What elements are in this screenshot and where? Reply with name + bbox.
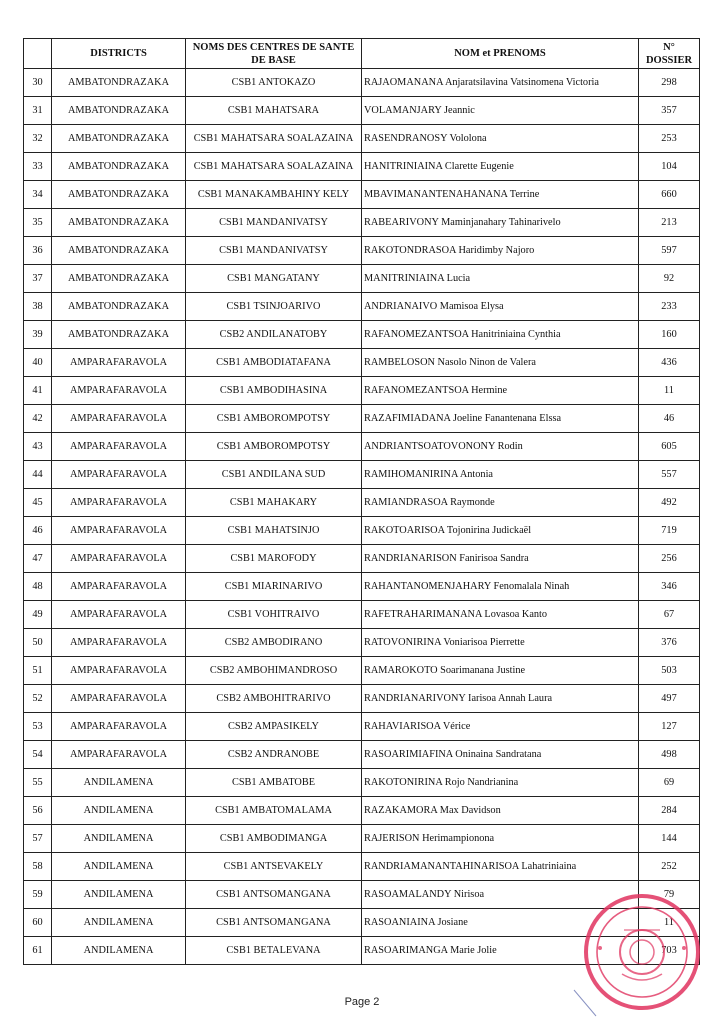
table-row	[24, 797, 700, 825]
district-cell: ANDILAMENA	[52, 825, 186, 853]
table-row	[24, 601, 700, 629]
row-number: 61	[24, 937, 52, 965]
row-number: 56	[24, 797, 52, 825]
row-number: 43	[24, 433, 52, 461]
dossier-number-cell: 436	[639, 349, 700, 377]
district-cell: ANDILAMENA	[52, 769, 186, 797]
full-name-cell: RAJERISON Herimampionona	[362, 825, 639, 853]
health-center-cell: CSB1 MAHATSARA SOALAZAINA	[186, 125, 362, 153]
district-cell: AMBATONDRAZAKA	[52, 293, 186, 321]
district-cell: ANDILAMENA	[52, 909, 186, 937]
table-row	[24, 97, 700, 125]
health-center-cell: CSB1 MANDANIVATSY	[186, 209, 362, 237]
district-cell: AMPARAFARAVOLA	[52, 629, 186, 657]
table-row	[24, 825, 700, 853]
full-name-cell: MANITRINIAINA Lucia	[362, 265, 639, 293]
table-row	[24, 881, 700, 909]
table-row	[24, 937, 700, 965]
health-center-cell: CSB1 MAHAKARY	[186, 489, 362, 517]
district-cell: AMBATONDRAZAKA	[52, 237, 186, 265]
district-cell: AMPARAFARAVOLA	[52, 573, 186, 601]
page-number: Page 2	[344, 996, 380, 1008]
health-center-cell: CSB1 ANTOKAZO	[186, 69, 362, 97]
full-name-cell: RAZAKAMORA Max Davidson	[362, 797, 639, 825]
row-number: 30	[24, 69, 52, 97]
table-row	[24, 713, 700, 741]
dossier-number-cell: 69	[639, 769, 700, 797]
health-center-cell: CSB1 AMBODIATAFANA	[186, 349, 362, 377]
district-cell: AMPARAFARAVOLA	[52, 405, 186, 433]
health-center-cell: CSB1 MANGATANY	[186, 265, 362, 293]
table-row	[24, 181, 700, 209]
dossier-number-cell: 346	[639, 573, 700, 601]
health-center-cell: CSB2 ANDILANATOBY	[186, 321, 362, 349]
table-row	[24, 657, 700, 685]
full-name-cell: ANDRIANTSOATOVONONY Rodin	[362, 433, 639, 461]
full-name-cell: RASOARIMANGA Marie Jolie	[362, 937, 639, 965]
table-row	[24, 69, 700, 97]
row-number: 40	[24, 349, 52, 377]
dossier-number-cell: 597	[639, 237, 700, 265]
dossier-number-cell: 497	[639, 685, 700, 713]
health-center-cell: CSB1 MAHATSARA	[186, 97, 362, 125]
full-name-cell: RASOARIMIAFINA Oninaina Sandratana	[362, 741, 639, 769]
table-row	[24, 293, 700, 321]
full-name-cell: RAHAVIARISOA Vérice	[362, 713, 639, 741]
dossier-number-cell: 67	[639, 601, 700, 629]
table-row	[24, 769, 700, 797]
header-full-name: NOM et PRENOMS	[362, 39, 639, 69]
health-center-cell: CSB1 ANTSOMANGANA	[186, 909, 362, 937]
row-number: 47	[24, 545, 52, 573]
full-name-cell: RASENDRANOSY Vololona	[362, 125, 639, 153]
row-number: 37	[24, 265, 52, 293]
health-center-cell: CSB1 MAHATSINJO	[186, 517, 362, 545]
row-number: 49	[24, 601, 52, 629]
table-row	[24, 545, 700, 573]
dossier-number-cell: 213	[639, 209, 700, 237]
row-number: 36	[24, 237, 52, 265]
health-center-cell: CSB1 AMBODIMANGA	[186, 825, 362, 853]
district-cell: AMPARAFARAVOLA	[52, 377, 186, 405]
health-center-cell: CSB2 AMBODIRANO	[186, 629, 362, 657]
dossier-number-cell: 660	[639, 181, 700, 209]
health-center-cell: CSB1 TSINJOARIVO	[186, 293, 362, 321]
dossier-number-cell: 144	[639, 825, 700, 853]
row-number: 53	[24, 713, 52, 741]
row-number: 54	[24, 741, 52, 769]
health-center-cell: CSB1 MANAKAMBAHINY KELY	[186, 181, 362, 209]
full-name-cell: RAZAFIMIADANA Joeline Fanantenana Elssa	[362, 405, 639, 433]
full-name-cell: RANDRIAMANANTAHINARISOA Lahatriniaina	[362, 853, 639, 881]
district-cell: AMPARAFARAVOLA	[52, 657, 186, 685]
table-row	[24, 125, 700, 153]
row-number: 58	[24, 853, 52, 881]
district-cell: AMBATONDRAZAKA	[52, 125, 186, 153]
dossier-number-cell: 11	[639, 909, 700, 937]
table-row	[24, 629, 700, 657]
row-number: 46	[24, 517, 52, 545]
table-header-row	[24, 39, 700, 69]
dossier-number-cell: 719	[639, 517, 700, 545]
header-dossier-number: N° DOSSIER	[639, 39, 700, 69]
dossier-number-cell: 11	[639, 377, 700, 405]
dossier-number-cell: 357	[639, 97, 700, 125]
row-number: 41	[24, 377, 52, 405]
dossier-number-cell: 253	[639, 125, 700, 153]
health-center-cell: CSB1 MIARINARIVO	[186, 573, 362, 601]
health-center-cell: CSB1 AMBOROMPOTSY	[186, 433, 362, 461]
district-cell: AMBATONDRAZAKA	[52, 321, 186, 349]
health-center-cell: CSB1 VOHITRAIVO	[186, 601, 362, 629]
row-number: 52	[24, 685, 52, 713]
full-name-cell: RATOVONIRINA Voniarisoa Pierrette	[362, 629, 639, 657]
row-number: 45	[24, 489, 52, 517]
full-name-cell: RAKOTONIRINA Rojo Nandrianina	[362, 769, 639, 797]
health-center-cell: CSB2 AMBOHITRARIVO	[186, 685, 362, 713]
full-name-cell: RAJAOMANANA Anjaratsilavina Vatsinomena Victoria	[362, 69, 639, 97]
table-row	[24, 685, 700, 713]
dossier-number-cell: 256	[639, 545, 700, 573]
district-cell: ANDILAMENA	[52, 797, 186, 825]
table-row	[24, 209, 700, 237]
dossier-number-cell: 127	[639, 713, 700, 741]
district-cell: AMPARAFARAVOLA	[52, 349, 186, 377]
full-name-cell: RAMBELOSON Nasolo Ninon de Valera	[362, 349, 639, 377]
health-center-cell: CSB1 ANDILANA SUD	[186, 461, 362, 489]
row-number: 44	[24, 461, 52, 489]
table-row	[24, 573, 700, 601]
full-name-cell: RABEARIVONY Maminjanahary Tahinarivelo	[362, 209, 639, 237]
district-cell: AMPARAFARAVOLA	[52, 461, 186, 489]
full-name-cell: RANDRIANARISON Fanirisoa Sandra	[362, 545, 639, 573]
row-number: 39	[24, 321, 52, 349]
dossier-number-cell: 492	[639, 489, 700, 517]
health-center-cell: CSB1 BETALEVANA	[186, 937, 362, 965]
row-number: 32	[24, 125, 52, 153]
table-row	[24, 489, 700, 517]
dossier-number-cell: 46	[639, 405, 700, 433]
full-name-cell: RAMAROKOTO Soarimanana Justine	[362, 657, 639, 685]
table-row	[24, 853, 700, 881]
full-name-cell: VOLAMANJARY Jeannic	[362, 97, 639, 125]
row-number: 35	[24, 209, 52, 237]
full-name-cell: RAKOTOARISOA Tojonirina Judickaël	[362, 517, 639, 545]
row-number: 42	[24, 405, 52, 433]
row-number: 55	[24, 769, 52, 797]
full-name-cell: RANDRIANARIVONY Iarisoa Annah Laura	[362, 685, 639, 713]
district-cell: AMBATONDRAZAKA	[52, 265, 186, 293]
health-center-cell: CSB1 MAHATSARA SOALAZAINA	[186, 153, 362, 181]
full-name-cell: RASOAMALANDY Nirisoa	[362, 881, 639, 909]
row-number: 50	[24, 629, 52, 657]
dossier-number-cell: 503	[639, 657, 700, 685]
full-name-cell: ANDRIANAIVO Mamisoa Elysa	[362, 293, 639, 321]
full-name-cell: RAFETRAHARIMANANA Lovasoa Kanto	[362, 601, 639, 629]
row-number: 31	[24, 97, 52, 125]
table-row	[24, 237, 700, 265]
table-row	[24, 153, 700, 181]
full-name-cell: RAHANTANOMENJAHARY Fenomalala Ninah	[362, 573, 639, 601]
row-number: 34	[24, 181, 52, 209]
row-number: 59	[24, 881, 52, 909]
dossier-number-cell: 557	[639, 461, 700, 489]
table-row	[24, 517, 700, 545]
health-center-cell: CSB2 ANDRANOBE	[186, 741, 362, 769]
dossier-number-cell: 498	[639, 741, 700, 769]
table-row	[24, 349, 700, 377]
district-cell: AMPARAFARAVOLA	[52, 489, 186, 517]
table-row	[24, 377, 700, 405]
health-center-cell: CSB1 AMBATOMALAMA	[186, 797, 362, 825]
header-districts: DISTRICTS	[52, 39, 186, 69]
header-number	[24, 39, 52, 69]
full-name-cell: RAKOTONDRASOA Haridimby Najoro	[362, 237, 639, 265]
health-center-cell: CSB1 AMBODIHASINA	[186, 377, 362, 405]
district-cell: ANDILAMENA	[52, 853, 186, 881]
row-number: 48	[24, 573, 52, 601]
dossier-number-cell: 298	[639, 69, 700, 97]
table-row	[24, 405, 700, 433]
dossier-number-cell: 284	[639, 797, 700, 825]
table-row	[24, 741, 700, 769]
header-health-centers: NOMS DES CENTRES DE SANTE DE BASE	[186, 39, 362, 69]
full-name-cell: RAFANOMEZANTSOA Hermine	[362, 377, 639, 405]
district-cell: AMPARAFARAVOLA	[52, 433, 186, 461]
dossier-number-cell: 79	[639, 881, 700, 909]
district-cell: AMPARAFARAVOLA	[52, 545, 186, 573]
district-cell: AMPARAFARAVOLA	[52, 601, 186, 629]
dossier-number-cell: 252	[639, 853, 700, 881]
dossier-number-cell: 160	[639, 321, 700, 349]
district-cell: AMBATONDRAZAKA	[52, 153, 186, 181]
district-cell: AMBATONDRAZAKA	[52, 209, 186, 237]
health-center-cell: CSB1 ANTSOMANGANA	[186, 881, 362, 909]
district-cell: AMBATONDRAZAKA	[52, 69, 186, 97]
district-cell: ANDILAMENA	[52, 937, 186, 965]
dossier-number-cell: 703	[639, 937, 700, 965]
health-center-cell: CSB1 AMBOROMPOTSY	[186, 405, 362, 433]
row-number: 57	[24, 825, 52, 853]
table-row	[24, 909, 700, 937]
row-number: 51	[24, 657, 52, 685]
table-row	[24, 461, 700, 489]
table-row	[24, 433, 700, 461]
full-name-cell: HANITRINIAINA Clarette Eugenie	[362, 153, 639, 181]
staff-assignment-table	[23, 38, 700, 965]
row-number: 33	[24, 153, 52, 181]
district-cell: ANDILAMENA	[52, 881, 186, 909]
full-name-cell: RAMIHOMANIRINA Antonia	[362, 461, 639, 489]
district-cell: AMPARAFARAVOLA	[52, 741, 186, 769]
district-cell: AMPARAFARAVOLA	[52, 517, 186, 545]
health-center-cell: CSB1 ANTSEVAKELY	[186, 853, 362, 881]
health-center-cell: CSB1 MAROFODY	[186, 545, 362, 573]
dossier-number-cell: 233	[639, 293, 700, 321]
row-number: 60	[24, 909, 52, 937]
health-center-cell: CSB2 AMBOHIMANDROSO	[186, 657, 362, 685]
row-number: 38	[24, 293, 52, 321]
district-cell: AMPARAFARAVOLA	[52, 685, 186, 713]
table-row	[24, 265, 700, 293]
full-name-cell: RASOANIAINA Josiane	[362, 909, 639, 937]
full-name-cell: MBAVIMANANTENAHANANA Terrine	[362, 181, 639, 209]
dossier-number-cell: 605	[639, 433, 700, 461]
dossier-number-cell: 104	[639, 153, 700, 181]
health-center-cell: CSB1 MANDANIVATSY	[186, 237, 362, 265]
district-cell: AMBATONDRAZAKA	[52, 97, 186, 125]
district-cell: AMPARAFARAVOLA	[52, 713, 186, 741]
full-name-cell: RAMIANDRASOA Raymonde	[362, 489, 639, 517]
district-cell: AMBATONDRAZAKA	[52, 181, 186, 209]
table-body	[24, 69, 700, 965]
dossier-number-cell: 92	[639, 265, 700, 293]
table-row	[24, 321, 700, 349]
dossier-number-cell: 376	[639, 629, 700, 657]
health-center-cell: CSB2 AMPASIKELY	[186, 713, 362, 741]
health-center-cell: CSB1 AMBATOBE	[186, 769, 362, 797]
full-name-cell: RAFANOMEZANTSOA Hanitriniaina Cynthia	[362, 321, 639, 349]
